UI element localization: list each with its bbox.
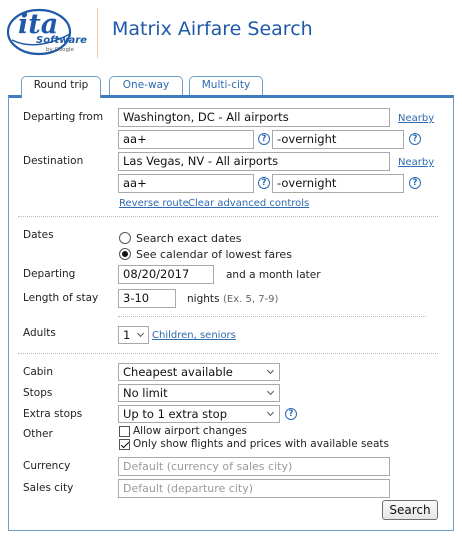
chevron-down-icon [267,388,274,395]
allow-airport-changes-checkbox[interactable] [119,426,130,437]
destination-nearby-link[interactable]: Nearby [398,157,435,168]
section-divider [118,316,426,317]
currency-input[interactable]: Default (currency of sales city) [118,457,390,476]
reverse-route-link[interactable]: Reverse route [119,198,189,209]
stops-label: Stops [23,387,53,399]
header-divider [97,8,98,58]
available-seats-checkbox[interactable] [119,439,130,450]
logo-sub-text: Software [36,35,87,46]
chevron-down-icon [137,330,144,337]
logo-by-text: by Google [46,47,74,53]
logo-main-text: ita [18,9,59,40]
help-icon[interactable]: ? [285,408,297,420]
tab-round-trip[interactable]: Round trip [21,76,101,97]
help-icon[interactable]: ? [258,177,270,189]
extra-stops-label: Extra stops [23,408,83,420]
allow-airport-changes-label[interactable]: Allow airport changes [133,425,248,437]
departing-options-input[interactable]: -overnight [272,130,404,149]
length-of-stay-input[interactable]: 3-10 [118,289,176,308]
ita-software-logo [6,8,86,58]
stops-select[interactable] [118,384,280,402]
adults-select[interactable] [118,326,149,344]
chevron-down-icon [267,367,274,374]
departing-date-input[interactable]: 08/20/2017 [118,265,214,284]
sales-city-label: Sales city [23,482,74,494]
stops-select-value: No limit [123,386,168,400]
adults-select-value: 1 [123,328,131,342]
tab-multi-city[interactable]: Multi-city [189,76,263,95]
help-icon[interactable]: ? [409,133,421,145]
sales-city-input[interactable]: Default (departure city) [118,479,390,498]
destination-label: Destination [23,155,84,167]
section-divider [18,353,438,354]
departing-carrier-input[interactable]: aa+ [118,130,254,149]
length-of-stay-hint: (Ex. 5, 7-9) [223,294,279,305]
destination-input[interactable]: Las Vegas, NV - All airports [118,152,390,171]
chevron-down-icon [267,409,274,416]
cabin-select-value: Cheapest available [123,365,233,379]
search-button[interactable]: Search [382,500,438,520]
currency-label: Currency [23,460,71,472]
extra-stops-select[interactable] [118,405,280,423]
extra-stops-select-value: Up to 1 extra stop [123,407,227,421]
tab-one-way[interactable]: One-way [109,76,183,95]
departing-from-input[interactable]: Washington, DC - All airports [118,108,390,127]
available-seats-label[interactable]: Only show flights and prices with available seats [133,438,389,450]
dates-label: Dates [23,229,54,241]
departing-date-suffix: and a month later [226,269,321,281]
departing-date-label: Departing [23,268,76,280]
children-seniors-link[interactable]: Children, seniors [152,330,236,341]
help-icon[interactable]: ? [409,177,421,189]
cabin-select[interactable] [118,363,280,381]
calendar-lowest-fares-label[interactable]: See calendar of lowest fares [136,248,292,261]
adults-label: Adults [23,327,56,339]
calendar-lowest-fares-radio[interactable] [119,248,131,260]
departing-nearby-link[interactable]: Nearby [398,113,435,124]
clear-advanced-controls-link[interactable]: Clear advanced controls [188,198,310,209]
search-exact-dates-radio[interactable] [119,232,131,244]
search-exact-dates-label[interactable]: Search exact dates [136,232,242,245]
cabin-label: Cabin [23,366,54,378]
help-icon[interactable]: ? [258,133,270,145]
length-of-stay-label: Length of stay [23,292,99,304]
destination-carrier-input[interactable]: aa+ [118,174,254,193]
page-title: Matrix Airfare Search [112,18,313,40]
departing-from-label: Departing from [23,111,104,123]
other-label: Other [23,428,53,440]
nights-label: nights [187,293,220,305]
destination-options-input[interactable]: -overnight [272,174,404,193]
section-divider [18,216,438,217]
